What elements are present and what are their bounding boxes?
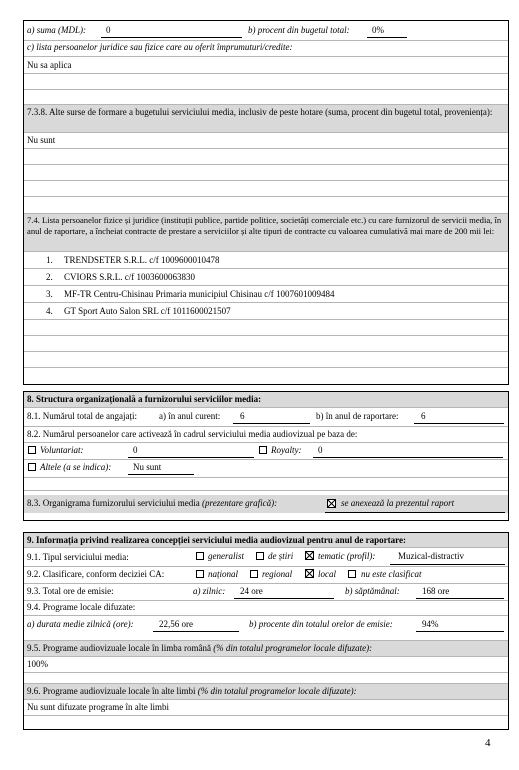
altele-checkbox[interactable] [28, 463, 36, 471]
tematic-value: Muzical-distractiv [398, 551, 464, 561]
romanian-programs-value: 100% [27, 659, 48, 669]
page-number: 4 [485, 737, 491, 749]
generalist-label: generalist [208, 551, 244, 561]
creditors-label: c) lista persoanelor juridice sau fizice care au oferit împrumuturi/credite: [27, 42, 293, 52]
organigram-checkbox[interactable] [327, 499, 336, 508]
employees-label: 8.1. Numărul total de angajați: [27, 411, 137, 421]
employees-current-value: 6 [240, 411, 245, 421]
regional-checkbox[interactable] [250, 570, 258, 578]
section-7-3-8-title: 7.3.8. Alte surse de formare a bugetului serviciului media, inclusiv de peste hotare (suma, procent din bugetul total, proveniența): [27, 107, 493, 117]
other-languages-label: 9.6. Programe audiovizuale locale în alte limbi (% din totalul programelor locale difuzate): [27, 686, 357, 696]
section-9-title: 9. Informația privind realizarea concepției serviciului media audiovizual pentru anul de raportare: [27, 535, 406, 545]
weekly-label: b) săptămânal: [345, 586, 400, 596]
royalty-value: 0 [318, 445, 323, 455]
voluntariat-checkbox[interactable] [28, 446, 36, 454]
organigram-label: 8.3. Organigrama furnizorului serviciului media (prezentare grafică): [27, 498, 278, 508]
employees-current-label: a) în anul curent: [159, 411, 221, 421]
contract-list-item-text: TRENDSETER S.R.L. c/f 1009600010478 [64, 255, 220, 265]
section-7-4-title: 7.4. Lista persoanelor fizice și juridice (instituții publice, partide politice, societăți comerciale etc.) cu care furnizorul de servicii media, în anul de raportare, a încheiat contracte de prestare a serviciilor și alte tipuri de contracte cu valoarea cumulativă mai mare de 200 mii lei: [27, 215, 502, 236]
voluntariat-label: Voluntariat: [40, 445, 84, 455]
regional-label: regional [262, 569, 293, 579]
neclasificat-label: nu este clasificat [361, 569, 422, 579]
service-type-label: 9.1. Tipul serviciului media: [27, 552, 129, 562]
contract-list-item-text: GT Sport Auto Salon SRL c/f 1011600021507 [64, 306, 231, 316]
procent-label: b) procent din bugetul total: [248, 25, 350, 35]
contract-list-item: 2. [46, 272, 53, 282]
broadcast-hours-label: 9.3. Total ore de emisie: [27, 586, 114, 596]
contract-list-item-text: MF-TR Centru-Chisinau Primaria municipiul Chisinau c/f 1007601009484 [64, 289, 335, 299]
daily-duration-value: 22,56 ore [159, 619, 193, 629]
daily-value: 24 ore [240, 586, 263, 596]
local-label: local [318, 569, 336, 579]
daily-label: a) zilnic: [193, 586, 226, 596]
neclasificat-checkbox[interactable] [348, 570, 356, 578]
employees-reporting-label: b) în anul de raportare: [316, 411, 399, 421]
weekly-value: 168 ore [422, 586, 450, 596]
national-checkbox[interactable] [196, 570, 204, 578]
section-8-title: 8. Structura organizațională a furnizorului serviciilor media: [27, 394, 262, 404]
de-stiri-checkbox[interactable] [256, 552, 264, 560]
percent-emission-label: b) procente din totalul orelor de emisie: [249, 619, 393, 629]
suma-value: 0 [106, 25, 111, 35]
romanian-programs-label: 9.5. Programe audiovizuale locale în limba română (% din totalul programelor locale difuzate): [27, 643, 373, 653]
section-7-3-8-value: Nu sunt [27, 135, 56, 145]
royalty-checkbox[interactable] [259, 446, 267, 454]
percent-emission-value: 94% [422, 619, 439, 629]
contract-list-item-text: CVIORS S.R.L. c/f 1003600063830 [64, 272, 196, 282]
suma-underline [101, 37, 242, 38]
suma-label: a) suma (MDL): [27, 25, 86, 35]
other-languages-value: Nu sunt difuzate programe în alte limbi [27, 702, 169, 712]
creditors-value: Nu sa aplica [27, 60, 72, 70]
contract-list-item: 1. [46, 255, 53, 265]
tematic-label: tematic (profil): [318, 551, 376, 561]
altele-value: Nu sunt [133, 462, 162, 472]
tematic-checkbox[interactable] [305, 551, 314, 560]
de-stiri-label: de știri [268, 551, 294, 561]
classification-label: 9.2. Clasificare, conform deciziei CA: [27, 569, 165, 579]
altele-label: Altele (a se indica): [40, 462, 112, 472]
contract-list-item: 3. [46, 289, 53, 299]
staff-basis-label: 8.2. Numărul persoanelor care activează în cadrul serviciului media audiovizual pe baza de: [27, 429, 358, 439]
daily-duration-label: a) durata medie zilnică (ore): [27, 619, 134, 629]
contract-list-item: 4. [46, 306, 53, 316]
voluntariat-value: 0 [133, 445, 138, 455]
organigram-check-label: se anexează la prezentul raport [341, 498, 455, 508]
top-form-box [23, 20, 509, 385]
generalist-checkbox[interactable] [196, 552, 204, 560]
national-label: național [208, 569, 239, 579]
royalty-label: Royalty: [271, 445, 302, 455]
procent-underline [367, 37, 407, 38]
employees-reporting-value: 6 [421, 411, 426, 421]
local-checkbox[interactable] [305, 569, 314, 578]
procent-value: 0% [372, 25, 384, 35]
local-programs-label: 9.4. Programe locale difuzate: [27, 602, 136, 612]
